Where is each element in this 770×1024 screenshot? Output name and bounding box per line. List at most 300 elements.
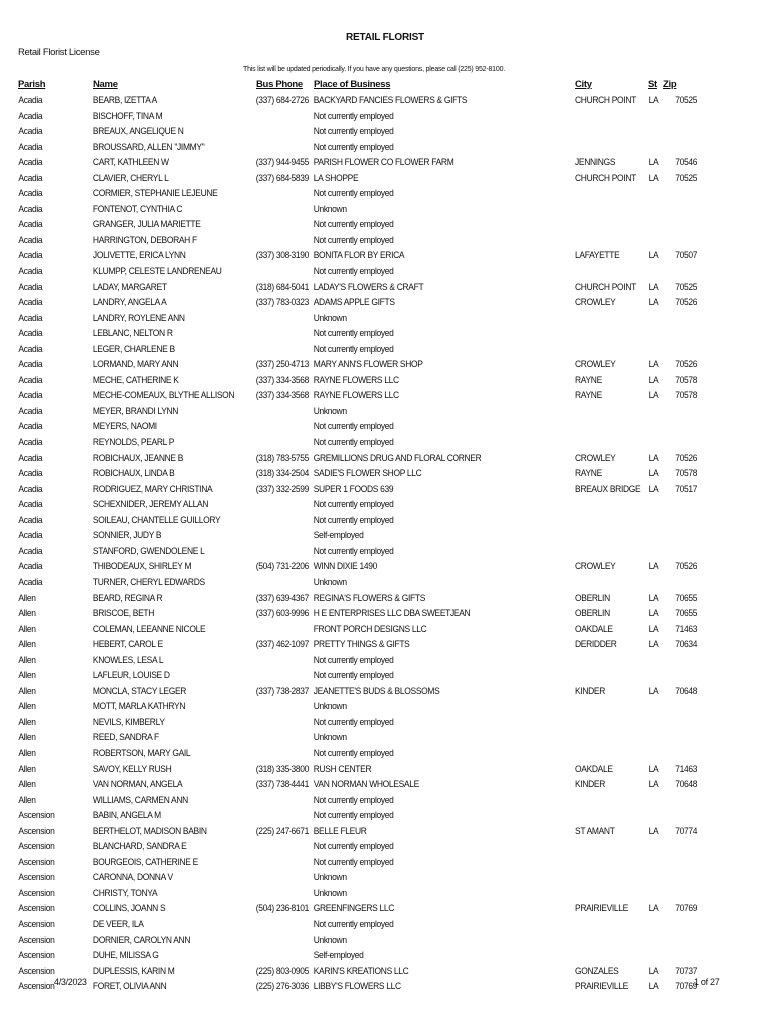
cell-zip: 71463 bbox=[675, 763, 698, 774]
cell-place: Unknown bbox=[313, 576, 347, 587]
cell-name: MECHE, CATHERINE K bbox=[92, 374, 179, 385]
table-row bbox=[0, 746, 769, 762]
cell-name: SONNIER, JUDY B bbox=[92, 530, 162, 541]
table-row bbox=[0, 140, 769, 156]
cell-name: TURNER, CHERYL EDWARDS bbox=[92, 576, 205, 587]
cell-st: LA bbox=[648, 608, 659, 619]
cell-place: Not currently employed bbox=[313, 654, 394, 665]
page-title: RETAIL FLORIST bbox=[346, 32, 424, 43]
cell-place: Not currently employed bbox=[313, 266, 394, 277]
license-label: Retail Florist License bbox=[18, 47, 100, 58]
cell-phone: (504) 236-8101 bbox=[255, 903, 310, 914]
cell-city: ST AMANT bbox=[575, 825, 615, 836]
cell-phone: (337) 334-3568 bbox=[255, 390, 310, 401]
cell-parish: Acadia bbox=[18, 219, 43, 230]
cell-parish: Acadia bbox=[18, 110, 43, 121]
cell-st: LA bbox=[648, 172, 659, 183]
cell-st: LA bbox=[648, 297, 659, 308]
cell-zip: 70737 bbox=[675, 965, 698, 976]
table-row bbox=[0, 544, 769, 560]
cell-phone: (318) 335-3800 bbox=[255, 763, 310, 774]
table-row bbox=[0, 497, 769, 513]
cell-place: GREMILLIONS DRUG AND FLORAL CORNER bbox=[313, 452, 482, 463]
cell-place: Not currently employed bbox=[313, 810, 394, 821]
cell-parish: Acadia bbox=[18, 514, 43, 525]
cell-place: Self-employed bbox=[313, 530, 364, 541]
cell-place: Not currently employed bbox=[313, 841, 394, 852]
table-row bbox=[0, 777, 769, 793]
cell-phone: (337) 783-0323 bbox=[255, 297, 310, 308]
cell-name: LEGER, CHARLENE B bbox=[92, 343, 175, 354]
cell-parish: Acadia bbox=[18, 250, 43, 261]
table-row bbox=[0, 575, 769, 591]
cell-place: Not currently employed bbox=[313, 219, 394, 230]
table-row bbox=[0, 917, 769, 933]
cell-name: LAFLEUR, LOUISE D bbox=[92, 670, 170, 681]
cell-city: RAYNE bbox=[575, 390, 602, 401]
cell-st: LA bbox=[648, 468, 659, 479]
cell-name: BLANCHARD, SANDRA E bbox=[92, 841, 187, 852]
cell-place: WINN DIXIE 1490 bbox=[313, 561, 378, 572]
cell-name: COLLINS, JOANN S bbox=[92, 903, 166, 914]
cell-name: REYNOLDS, PEARL P bbox=[92, 437, 175, 448]
cell-st: LA bbox=[648, 779, 659, 790]
cell-parish: Acadia bbox=[18, 328, 43, 339]
cell-parish: Ascension bbox=[18, 981, 55, 992]
cell-place: Not currently employed bbox=[313, 437, 394, 448]
cell-place: PRETTY THINGS & GIFTS bbox=[313, 639, 410, 650]
cell-zip: 71463 bbox=[675, 623, 698, 634]
cell-zip: 70578 bbox=[675, 374, 698, 385]
column-header-name: Name bbox=[93, 79, 118, 90]
footer-date: 4/3/2023 bbox=[54, 977, 87, 987]
cell-parish: Acadia bbox=[18, 561, 43, 572]
table-row bbox=[0, 419, 769, 435]
cell-parish: Acadia bbox=[18, 421, 43, 432]
cell-place: Not currently employed bbox=[313, 234, 394, 245]
cell-parish: Ascension bbox=[18, 887, 55, 898]
cell-zip: 70525 bbox=[675, 95, 698, 105]
cell-place: Unknown bbox=[313, 405, 347, 416]
cell-place: BONITA FLOR BY ERICA bbox=[313, 250, 405, 261]
cell-place: Not currently employed bbox=[313, 126, 394, 137]
cell-phone: (318) 334-2504 bbox=[255, 468, 310, 479]
cell-parish: Acadia bbox=[18, 172, 43, 183]
cell-place: SADIE'S FLOWER SHOP LLC bbox=[313, 468, 422, 479]
cell-city: CROWLEY bbox=[575, 359, 616, 370]
cell-name: SCHEXNIDER, JEREMY ALLAN bbox=[92, 499, 209, 510]
cell-parish: Allen bbox=[18, 794, 36, 805]
table-row bbox=[0, 606, 769, 622]
cell-parish: Ascension bbox=[18, 841, 55, 852]
cell-st: LA bbox=[648, 281, 659, 292]
table-row bbox=[0, 155, 769, 171]
cell-parish: Ascension bbox=[18, 965, 55, 976]
cell-name: MOTT, MARLA KATHRYN bbox=[92, 701, 186, 712]
cell-parish: Acadia bbox=[18, 499, 43, 510]
cell-name: CORMIER, STEPHANIE LEJEUNE bbox=[92, 188, 218, 199]
cell-parish: Acadia bbox=[18, 468, 43, 479]
cell-name: FONTENOT, CYNTHIA C bbox=[92, 203, 183, 214]
cell-place: MARY ANN'S FLOWER SHOP bbox=[313, 359, 423, 370]
cell-place: Unknown bbox=[313, 887, 347, 898]
table-row bbox=[0, 870, 769, 886]
cell-name: ROBICHAUX, LINDA B bbox=[92, 468, 175, 479]
table-row bbox=[0, 482, 769, 498]
table-row bbox=[0, 248, 769, 264]
cell-phone: (337) 684-5839 bbox=[255, 172, 310, 183]
cell-zip: 70578 bbox=[675, 390, 698, 401]
cell-name: DORNIER, CAROLYN ANN bbox=[92, 934, 191, 945]
cell-place: REGINA'S FLOWERS & GIFTS bbox=[313, 592, 426, 603]
cell-phone: (337) 944-9455 bbox=[255, 157, 310, 168]
cell-st: LA bbox=[648, 685, 659, 696]
cell-name: THIBODEAUX, SHIRLEY M bbox=[92, 561, 192, 572]
cell-city: LAFAYETTE bbox=[575, 250, 620, 261]
cell-parish: Acadia bbox=[18, 281, 43, 292]
cell-st: LA bbox=[648, 981, 659, 992]
cell-parish: Ascension bbox=[18, 950, 55, 961]
cell-zip: 70546 bbox=[675, 157, 698, 168]
cell-place: Not currently employed bbox=[313, 421, 394, 432]
florist-table bbox=[0, 93, 770, 995]
column-header-bus-phone: Bus Phone bbox=[256, 79, 303, 90]
cell-parish: Allen bbox=[18, 623, 36, 634]
cell-parish: Allen bbox=[18, 608, 36, 619]
cell-name: LANDRY, ROYLENE ANN bbox=[92, 312, 185, 323]
table-row bbox=[0, 808, 769, 824]
cell-name: RODRIGUEZ, MARY CHRISTINA bbox=[92, 483, 213, 494]
column-header-state: St bbox=[648, 79, 657, 90]
cell-name: MEYERS, NAOMI bbox=[92, 421, 157, 432]
cell-place: BELLE FLEUR bbox=[313, 825, 367, 836]
cell-name: BEARB, IZETTA A bbox=[92, 95, 157, 105]
table-row bbox=[0, 839, 769, 855]
cell-city: OAKDALE bbox=[575, 623, 613, 634]
cell-place: BACKYARD FANCIES FLOWERS & GIFTS bbox=[313, 95, 468, 105]
table-row bbox=[0, 373, 769, 389]
cell-parish: Acadia bbox=[18, 297, 43, 308]
cell-name: BREAUX, ANGELIQUE N bbox=[92, 126, 184, 137]
cell-phone: (337) 334-3568 bbox=[255, 374, 310, 385]
cell-name: BERTHELOT, MADISON BABIN bbox=[92, 825, 207, 836]
cell-place: GREENFINGERS LLC bbox=[313, 903, 395, 914]
cell-place: Unknown bbox=[313, 312, 347, 323]
cell-parish: Acadia bbox=[18, 203, 43, 214]
cell-city: CHURCH POINT bbox=[575, 281, 636, 292]
cell-name: REED, SANDRA F bbox=[92, 732, 159, 743]
table-row bbox=[0, 311, 769, 327]
cell-place: Not currently employed bbox=[313, 545, 394, 556]
cell-place: PARISH FLOWER CO FLOWER FARM bbox=[313, 157, 454, 168]
table-row bbox=[0, 435, 769, 451]
cell-zip: 70526 bbox=[675, 561, 698, 572]
cell-place: Unknown bbox=[313, 203, 347, 214]
cell-city: BREAUX BRIDGE bbox=[575, 483, 641, 494]
table-row bbox=[0, 591, 769, 607]
table-row bbox=[0, 653, 769, 669]
cell-place: JEANETTE'S BUDS & BLOSSOMS bbox=[313, 685, 440, 696]
table-row bbox=[0, 451, 769, 467]
cell-city: CHURCH POINT bbox=[575, 172, 636, 183]
cell-name: SAVOY, KELLY RUSH bbox=[92, 763, 172, 774]
cell-place: Not currently employed bbox=[313, 514, 394, 525]
cell-phone: (337) 332-2599 bbox=[255, 483, 310, 494]
cell-zip: 70578 bbox=[675, 468, 698, 479]
cell-parish: Acadia bbox=[18, 266, 43, 277]
cell-city: CROWLEY bbox=[575, 452, 616, 463]
column-header-parish: Parish bbox=[18, 79, 46, 90]
cell-zip: 70648 bbox=[675, 685, 698, 696]
cell-name: BOURGEOIS, CATHERINE E bbox=[92, 856, 198, 867]
cell-place: Not currently employed bbox=[313, 141, 394, 152]
cell-zip: 70525 bbox=[675, 172, 698, 183]
cell-phone: (225) 276-3036 bbox=[255, 981, 310, 992]
cell-parish: Allen bbox=[18, 639, 36, 650]
cell-place: Not currently employed bbox=[313, 716, 394, 727]
table-row bbox=[0, 964, 769, 980]
cell-name: DUPLESSIS, KARIN M bbox=[92, 965, 175, 976]
table-row bbox=[0, 762, 769, 778]
cell-parish: Allen bbox=[18, 779, 36, 790]
cell-place: FRONT PORCH DESIGNS LLC bbox=[313, 623, 427, 634]
cell-zip: 70526 bbox=[675, 359, 698, 370]
cell-place: Unknown bbox=[313, 732, 347, 743]
cell-parish: Ascension bbox=[18, 934, 55, 945]
cell-name: BABIN, ANGELA M bbox=[92, 810, 161, 821]
table-row bbox=[0, 948, 769, 964]
cell-parish: Allen bbox=[18, 716, 36, 727]
cell-zip: 70526 bbox=[675, 297, 698, 308]
cell-place: KARIN'S KREATIONS LLC bbox=[313, 965, 409, 976]
cell-city: OAKDALE bbox=[575, 763, 613, 774]
cell-st: LA bbox=[648, 965, 659, 976]
cell-name: JOLIVETTE, ERICA LYNN bbox=[92, 250, 186, 261]
cell-name: VAN NORMAN, ANGELA bbox=[92, 779, 183, 790]
table-row bbox=[0, 124, 769, 140]
cell-zip: 70655 bbox=[675, 592, 698, 603]
cell-name: BROUSSARD, ALLEN "JIMMY" bbox=[92, 141, 205, 152]
cell-name: MECHE-COMEAUX, BLYTHE ALLISON bbox=[92, 390, 235, 401]
cell-city: PRAIRIEVILLE bbox=[575, 903, 628, 914]
cell-name: MONCLA, STACY LEGER bbox=[92, 685, 187, 696]
cell-zip: 70655 bbox=[675, 608, 698, 619]
cell-city: JENNINGS bbox=[575, 157, 616, 168]
cell-zip: 70507 bbox=[675, 250, 698, 261]
cell-name: LADAY, MARGARET bbox=[92, 281, 167, 292]
cell-phone: (337) 462-1097 bbox=[255, 639, 310, 650]
cell-phone: (337) 250-4713 bbox=[255, 359, 310, 370]
cell-zip: 70769 bbox=[675, 903, 698, 914]
table-row bbox=[0, 217, 769, 233]
table-row bbox=[0, 559, 769, 575]
cell-name: LEBLANC, NELTON R bbox=[92, 328, 173, 339]
table-row bbox=[0, 109, 769, 125]
cell-city: KINDER bbox=[575, 685, 606, 696]
cell-phone: (318) 684-5041 bbox=[255, 281, 310, 292]
cell-st: LA bbox=[648, 250, 659, 261]
cell-st: LA bbox=[648, 623, 659, 634]
cell-place: RAYNE FLOWERS LLC bbox=[313, 374, 399, 385]
cell-parish: Acadia bbox=[18, 359, 43, 370]
cell-place: Not currently employed bbox=[313, 747, 394, 758]
cell-place: RAYNE FLOWERS LLC bbox=[313, 390, 399, 401]
cell-st: LA bbox=[648, 825, 659, 836]
cell-name: KLUMPP, CELESTE LANDRENEAU bbox=[92, 266, 222, 277]
cell-parish: Ascension bbox=[18, 825, 55, 836]
cell-phone: (318) 783-5755 bbox=[255, 452, 310, 463]
cell-st: LA bbox=[648, 359, 659, 370]
cell-parish: Acadia bbox=[18, 452, 43, 463]
cell-name: BEARD, REGINA R bbox=[92, 592, 163, 603]
cell-parish: Allen bbox=[18, 732, 36, 743]
cell-parish: Acadia bbox=[18, 405, 43, 416]
table-row bbox=[0, 793, 769, 809]
cell-parish: Acadia bbox=[18, 437, 43, 448]
table-row bbox=[0, 326, 769, 342]
cell-name: DUHE, MILISSA G bbox=[92, 950, 159, 961]
cell-phone: (337) 738-4441 bbox=[255, 779, 310, 790]
cell-city: CHURCH POINT bbox=[575, 95, 636, 105]
cell-name: CHRISTY, TONYA bbox=[92, 887, 158, 898]
cell-parish: Ascension bbox=[18, 856, 55, 867]
cell-place: Not currently employed bbox=[313, 794, 394, 805]
cell-phone: (225) 803-0905 bbox=[255, 965, 310, 976]
cell-zip: 70769 bbox=[675, 981, 698, 992]
cell-place: LADAY'S FLOWERS & CRAFT bbox=[313, 281, 424, 292]
table-row bbox=[0, 933, 769, 949]
cell-parish: Acadia bbox=[18, 312, 43, 323]
cell-phone: (225) 247-6671 bbox=[255, 825, 310, 836]
cell-place: LA SHOPPE bbox=[313, 172, 359, 183]
cell-name: STANFORD, GWENDOLENE L bbox=[92, 545, 205, 556]
cell-zip: 70525 bbox=[675, 281, 698, 292]
cell-st: LA bbox=[648, 903, 659, 914]
table-row bbox=[0, 171, 769, 187]
cell-parish: Acadia bbox=[18, 576, 43, 587]
cell-name: CLAVIER, CHERYL L bbox=[92, 172, 169, 183]
cell-city: KINDER bbox=[575, 779, 606, 790]
cell-st: LA bbox=[648, 763, 659, 774]
column-header-place-of-business: Place of Business bbox=[314, 79, 391, 90]
table-row bbox=[0, 637, 769, 653]
cell-name: HEBERT, CAROL E bbox=[92, 639, 163, 650]
cell-name: CART, KATHLEEN W bbox=[92, 157, 169, 168]
table-row bbox=[0, 528, 769, 544]
cell-parish: Acadia bbox=[18, 390, 43, 401]
table-row bbox=[0, 730, 769, 746]
cell-parish: Allen bbox=[18, 747, 36, 758]
cell-st: LA bbox=[648, 561, 659, 572]
cell-name: ROBERTSON, MARY GAIL bbox=[92, 747, 191, 758]
cell-city: OBERLIN bbox=[575, 608, 610, 619]
cell-place: SUPER 1 FOODS 639 bbox=[313, 483, 394, 494]
cell-st: LA bbox=[648, 95, 659, 105]
cell-name: CARONNA, DONNA V bbox=[92, 872, 173, 883]
cell-parish: Acadia bbox=[18, 483, 43, 494]
cell-name: HARRINGTON, DEBORAH F bbox=[92, 234, 197, 245]
cell-parish: Acadia bbox=[18, 188, 43, 199]
cell-name: DE VEER, ILA bbox=[92, 918, 144, 929]
cell-parish: Acadia bbox=[18, 126, 43, 137]
table-row bbox=[0, 466, 769, 482]
table-row bbox=[0, 93, 769, 109]
table-row bbox=[0, 404, 769, 420]
cell-city: CROWLEY bbox=[575, 297, 616, 308]
cell-place: Not currently employed bbox=[313, 856, 394, 867]
cell-place: Unknown bbox=[313, 872, 347, 883]
cell-st: LA bbox=[648, 390, 659, 401]
cell-parish: Allen bbox=[18, 701, 36, 712]
cell-place: LIBBY'S FLOWERS LLC bbox=[313, 981, 401, 992]
cell-name: FORET, OLIVIA ANN bbox=[92, 981, 167, 992]
table-row bbox=[0, 855, 769, 871]
update-note: This list will be updated periodically. If you have any questions, please call (225) 952-8100. bbox=[243, 66, 506, 73]
cell-place: Not currently employed bbox=[313, 670, 394, 681]
cell-st: LA bbox=[648, 639, 659, 650]
cell-phone: (337) 639-4367 bbox=[255, 592, 310, 603]
cell-zip: 70526 bbox=[675, 452, 698, 463]
cell-parish: Acadia bbox=[18, 343, 43, 354]
cell-st: LA bbox=[648, 452, 659, 463]
column-header-zip: Zip bbox=[663, 79, 677, 90]
cell-city: RAYNE bbox=[575, 374, 602, 385]
cell-parish: Ascension bbox=[18, 903, 55, 914]
cell-city: RAYNE bbox=[575, 468, 602, 479]
cell-zip: 70774 bbox=[675, 825, 698, 836]
cell-city: PRAIRIEVILLE bbox=[575, 981, 628, 992]
cell-parish: Allen bbox=[18, 670, 36, 681]
cell-place: Not currently employed bbox=[313, 343, 394, 354]
cell-name: LORMAND, MARY ANN bbox=[92, 359, 179, 370]
table-row bbox=[0, 699, 769, 715]
cell-name: COLEMAN, LEEANNE NICOLE bbox=[92, 623, 206, 634]
cell-place: Not currently employed bbox=[313, 328, 394, 339]
cell-place: ADAMS APPLE GIFTS bbox=[313, 297, 395, 308]
cell-parish: Allen bbox=[18, 654, 36, 665]
table-row bbox=[0, 295, 769, 311]
table-row bbox=[0, 513, 769, 529]
cell-city: CROWLEY bbox=[575, 561, 616, 572]
cell-city: OBERLIN bbox=[575, 592, 610, 603]
cell-parish: Acadia bbox=[18, 545, 43, 556]
cell-place: Not currently employed bbox=[313, 918, 394, 929]
table-row bbox=[0, 886, 769, 902]
cell-parish: Allen bbox=[18, 685, 36, 696]
cell-parish: Acadia bbox=[18, 530, 43, 541]
cell-phone: (337) 603-9996 bbox=[255, 608, 310, 619]
cell-place: VAN NORMAN WHOLESALE bbox=[313, 779, 419, 790]
table-row bbox=[0, 979, 769, 995]
cell-parish: Acadia bbox=[18, 141, 43, 152]
cell-parish: Allen bbox=[18, 592, 36, 603]
cell-st: LA bbox=[648, 374, 659, 385]
cell-parish: Acadia bbox=[18, 157, 43, 168]
cell-city: DERIDDER bbox=[575, 639, 617, 650]
cell-parish: Ascension bbox=[18, 918, 55, 929]
cell-place: Unknown bbox=[313, 934, 347, 945]
table-row bbox=[0, 684, 769, 700]
table-row bbox=[0, 715, 769, 731]
cell-parish: Acadia bbox=[18, 95, 43, 105]
cell-phone: (504) 731-2206 bbox=[255, 561, 310, 572]
table-row bbox=[0, 186, 769, 202]
cell-phone: (337) 308-3190 bbox=[255, 250, 310, 261]
cell-phone: (337) 684-2726 bbox=[255, 95, 310, 105]
cell-zip: 70634 bbox=[675, 639, 698, 650]
table-row bbox=[0, 280, 769, 296]
table-row bbox=[0, 264, 769, 280]
